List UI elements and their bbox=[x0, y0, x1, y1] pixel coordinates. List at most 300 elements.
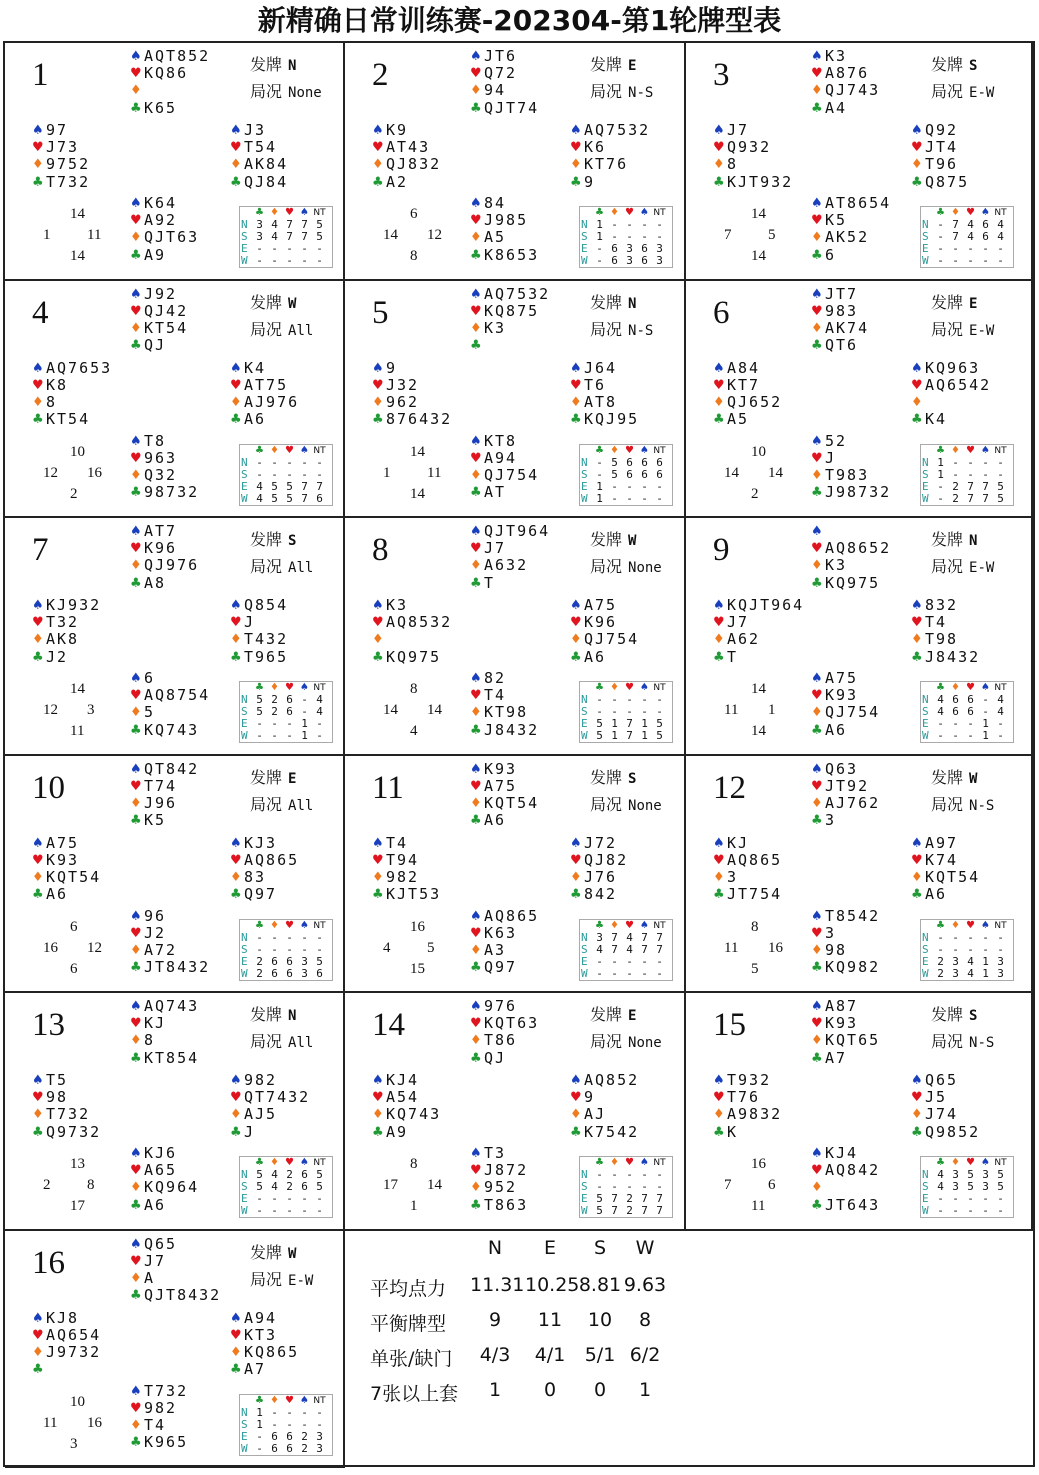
trick-value: 4 bbox=[967, 966, 974, 980]
trick-value: 5 bbox=[997, 479, 1004, 493]
card-holding: Q875 bbox=[925, 172, 970, 191]
trick-value: 2 bbox=[626, 1204, 633, 1217]
trick-value: - bbox=[641, 491, 648, 505]
hcp-n: 10 bbox=[70, 443, 85, 460]
trick-value: - bbox=[316, 1204, 323, 1217]
trick-value: 6 bbox=[271, 966, 278, 980]
diamond-icon: ♦ bbox=[230, 394, 242, 410]
trick-row bbox=[580, 255, 672, 267]
heart-icon: ♥ bbox=[130, 1016, 142, 1032]
trick-value: - bbox=[286, 942, 293, 956]
trick-value: - bbox=[982, 693, 989, 706]
trick-side: E bbox=[922, 954, 929, 968]
suit-row-heart bbox=[811, 540, 891, 557]
suit-row-spade bbox=[713, 835, 782, 852]
hcp-compass bbox=[716, 444, 826, 504]
heart-icon: ♥ bbox=[470, 213, 482, 229]
trick-value: 5 bbox=[967, 1168, 974, 1181]
card-holding: KT76 bbox=[584, 155, 629, 174]
spade-icon: ♠ bbox=[470, 999, 482, 1014]
board-cell bbox=[686, 756, 1033, 994]
card-holding: J7 bbox=[484, 539, 507, 558]
trick-side: W bbox=[922, 1204, 929, 1217]
spade-icon: ♠ bbox=[911, 360, 923, 376]
spade-icon: ♠ bbox=[570, 598, 582, 613]
card-holding: K96 bbox=[584, 613, 618, 632]
suit-row-heart bbox=[911, 377, 991, 394]
card-holding: QT6 bbox=[825, 336, 859, 355]
hcp-w: 11 bbox=[724, 939, 739, 956]
suit-row-diamond bbox=[372, 156, 441, 173]
card-holding: 976 bbox=[484, 997, 518, 1015]
suit-row-diamond bbox=[130, 1270, 221, 1287]
vul-label: 局况 bbox=[931, 82, 964, 101]
trick-value: - bbox=[937, 491, 944, 505]
card-holding: QJ754 bbox=[825, 703, 881, 722]
suit-row-diamond bbox=[911, 394, 991, 411]
trick-value: 7 bbox=[982, 479, 989, 493]
trick-value: 4 bbox=[997, 705, 1004, 718]
trick-value: - bbox=[997, 467, 1004, 481]
spade-icon: ♠ bbox=[570, 123, 582, 138]
trick-table-header bbox=[240, 1395, 332, 1407]
trick-value: - bbox=[256, 930, 263, 944]
dealer-value: W bbox=[628, 533, 637, 549]
board-number: 16 bbox=[32, 1244, 65, 1281]
dealer-value: E bbox=[969, 295, 978, 312]
trick-value: 3 bbox=[256, 218, 263, 231]
card-holding: AQ6542 bbox=[925, 375, 992, 394]
heart-icon: ♥ bbox=[32, 852, 44, 868]
card-holding: KT8 bbox=[484, 431, 518, 450]
trick-side: E bbox=[241, 954, 248, 968]
trick-value: - bbox=[596, 467, 603, 481]
notrump-header: NT bbox=[313, 1395, 326, 1406]
heart-icon: ♥ bbox=[32, 1327, 44, 1343]
heart-icon: ♥ bbox=[32, 377, 44, 393]
trick-value: - bbox=[656, 693, 663, 706]
trick-value: - bbox=[952, 1192, 959, 1205]
trick-value: 5 bbox=[596, 1192, 603, 1205]
heart-icon: ♥ bbox=[470, 778, 482, 794]
trick-value: - bbox=[286, 1192, 293, 1205]
trick-table bbox=[239, 1156, 333, 1218]
dealer-label: 发牌 bbox=[931, 767, 964, 787]
trick-value: - bbox=[271, 1417, 278, 1431]
notrump-header: NT bbox=[653, 208, 666, 218]
trick-row bbox=[240, 1407, 332, 1419]
spade-icon: ♠ bbox=[300, 1394, 309, 1406]
suit-row-spade bbox=[570, 597, 639, 614]
trick-value: - bbox=[286, 1204, 293, 1217]
card-holding: J64 bbox=[584, 358, 618, 377]
trick-value: 7 bbox=[301, 230, 308, 243]
stats-value: 0 bbox=[543, 1379, 557, 1401]
trick-table bbox=[920, 681, 1014, 743]
card-holding: K3 bbox=[825, 47, 848, 65]
card-holding: T4 bbox=[144, 1415, 167, 1434]
card-holding: AT75 bbox=[244, 375, 289, 394]
heart-icon: ♥ bbox=[966, 682, 975, 693]
trick-value: - bbox=[626, 966, 633, 980]
dealer-line bbox=[931, 527, 994, 554]
dealer-line bbox=[250, 1002, 313, 1029]
hcp-compass bbox=[375, 206, 485, 266]
heart-icon: ♥ bbox=[625, 207, 634, 218]
trick-value: 1 bbox=[301, 729, 308, 742]
card-holding: KQT65 bbox=[825, 1031, 881, 1050]
vul-value: All bbox=[288, 322, 314, 339]
trick-value: - bbox=[596, 954, 603, 968]
club-icon: ♣ bbox=[911, 887, 923, 903]
trick-value: - bbox=[626, 705, 633, 718]
suit-row-spade bbox=[130, 998, 199, 1015]
board-number: 2 bbox=[372, 57, 389, 93]
suit-row-heart bbox=[811, 65, 880, 82]
trick-value: 4 bbox=[316, 705, 323, 718]
trick-side: E bbox=[922, 479, 929, 493]
trick-value: - bbox=[952, 242, 959, 255]
diamond-icon: ♦ bbox=[270, 444, 279, 456]
suit-row-spade bbox=[570, 835, 628, 852]
spade-icon: ♠ bbox=[911, 598, 923, 613]
hcp-n: 10 bbox=[751, 443, 766, 460]
spade-icon: ♠ bbox=[640, 682, 649, 693]
hand-n bbox=[470, 48, 539, 117]
trick-value: 3 bbox=[952, 1168, 959, 1181]
card-holding: KQT63 bbox=[484, 1014, 540, 1033]
suit-row-spade bbox=[911, 597, 980, 614]
card-holding: KJ3 bbox=[244, 833, 278, 852]
card-holding: T863 bbox=[484, 1195, 529, 1214]
trick-value: 6 bbox=[982, 230, 989, 243]
board-info bbox=[931, 52, 994, 106]
heart-icon: ♥ bbox=[570, 1090, 582, 1106]
suit-row-heart bbox=[470, 540, 550, 557]
spade-icon: ♠ bbox=[130, 286, 142, 302]
trick-row bbox=[921, 493, 1013, 505]
trick-value: 1 bbox=[256, 1417, 263, 1431]
spade-icon: ♠ bbox=[230, 360, 242, 376]
trick-table bbox=[920, 444, 1014, 506]
spade-icon: ♠ bbox=[130, 1236, 142, 1252]
suit-row-diamond bbox=[130, 1032, 199, 1049]
heart-icon: ♥ bbox=[230, 377, 242, 393]
spade-icon: ♠ bbox=[470, 671, 482, 686]
trick-value: 3 bbox=[982, 1180, 989, 1193]
card-holding: T74 bbox=[144, 776, 178, 795]
trick-value: 1 bbox=[937, 467, 944, 481]
card-holding: Q65 bbox=[144, 1234, 178, 1253]
hcp-n: 6 bbox=[70, 918, 78, 935]
card-holding: A6 bbox=[244, 410, 267, 429]
trick-value: 7 bbox=[952, 230, 959, 243]
card-holding: AT7 bbox=[144, 522, 178, 540]
board-cell bbox=[345, 281, 686, 519]
diamond-icon: ♦ bbox=[270, 1157, 279, 1168]
board-cell bbox=[5, 281, 345, 519]
trick-value: - bbox=[286, 1405, 293, 1419]
trick-side: N bbox=[581, 455, 588, 469]
card-holding: 9 bbox=[584, 1088, 596, 1107]
card-holding: K4 bbox=[925, 410, 948, 429]
card-holding: A84 bbox=[727, 358, 761, 377]
trick-value: - bbox=[301, 705, 308, 718]
trick-side: W bbox=[581, 1204, 588, 1217]
card-holding: A5 bbox=[484, 228, 507, 247]
suit-row-club bbox=[130, 1050, 199, 1067]
suit-row-spade bbox=[32, 597, 101, 614]
vul-value: N-S bbox=[969, 1035, 995, 1051]
vulnerability-line bbox=[590, 792, 662, 819]
suit-row-spade bbox=[230, 835, 299, 852]
trick-row bbox=[580, 481, 672, 493]
heart-icon: ♥ bbox=[372, 140, 384, 156]
trick-value: 5 bbox=[316, 1180, 323, 1193]
vulnerability-line bbox=[931, 554, 994, 581]
suit-row-club bbox=[713, 649, 804, 666]
club-icon: ♣ bbox=[130, 247, 142, 263]
dealer-label: 发牌 bbox=[590, 292, 623, 312]
trick-value: 1 bbox=[596, 230, 603, 243]
trick-value: - bbox=[626, 1168, 633, 1181]
card-holding: Q97 bbox=[484, 958, 518, 977]
card-holding: KT54 bbox=[46, 410, 91, 429]
spade-icon: ♠ bbox=[470, 433, 482, 449]
diamond-icon: ♦ bbox=[911, 157, 923, 173]
club-icon: ♣ bbox=[811, 722, 823, 738]
stats-row-label: 平均点力 bbox=[370, 1278, 447, 1300]
card-holding: J872 bbox=[484, 1161, 529, 1180]
card-holding: QT7432 bbox=[244, 1088, 311, 1107]
suit-row-spade bbox=[811, 286, 869, 303]
trick-row bbox=[921, 457, 1013, 469]
spade-icon: ♠ bbox=[640, 207, 649, 218]
card-holding: A6 bbox=[584, 647, 607, 666]
trick-value: 5 bbox=[256, 1180, 263, 1193]
trick-value: 5 bbox=[596, 1204, 603, 1217]
card-holding: AT8 bbox=[584, 392, 618, 411]
trick-value: 3 bbox=[997, 954, 1004, 968]
card-holding: KJT53 bbox=[386, 885, 442, 904]
diamond-icon: ♦ bbox=[470, 795, 482, 811]
board-info bbox=[931, 765, 994, 819]
card-holding: KQ975 bbox=[825, 573, 881, 592]
spade-icon: ♠ bbox=[713, 123, 725, 138]
trick-value: 7 bbox=[982, 491, 989, 505]
card-holding: J32 bbox=[386, 375, 420, 394]
card-holding: J985 bbox=[484, 211, 529, 230]
club-icon: ♣ bbox=[470, 813, 482, 829]
suit-row-club bbox=[911, 1124, 980, 1141]
trick-value: 4 bbox=[626, 930, 633, 944]
suit-row-diamond bbox=[230, 394, 299, 411]
suit-row-heart bbox=[911, 852, 980, 869]
heart-icon: ♥ bbox=[285, 682, 294, 693]
card-holding: JT6 bbox=[484, 47, 518, 65]
hcp-n: 10 bbox=[70, 1393, 85, 1410]
suit-row-club bbox=[911, 174, 969, 191]
trick-value: 1 bbox=[641, 717, 648, 730]
spade-icon: ♠ bbox=[811, 908, 823, 924]
club-icon: ♣ bbox=[230, 887, 242, 903]
spade-icon: ♠ bbox=[570, 835, 582, 851]
notrump-header: NT bbox=[653, 1158, 666, 1168]
suit-row-heart bbox=[811, 1015, 880, 1032]
trick-side: W bbox=[581, 491, 588, 505]
card-holding: KQT54 bbox=[484, 793, 540, 812]
card-holding: J bbox=[244, 1122, 256, 1141]
hcp-n: 14 bbox=[70, 206, 85, 222]
vul-value: E-W bbox=[969, 322, 995, 339]
vul-label: 局况 bbox=[931, 557, 964, 576]
board-number: 14 bbox=[372, 1007, 405, 1043]
trick-value: - bbox=[641, 230, 648, 243]
spade-icon: ♠ bbox=[32, 835, 44, 851]
card-holding: KQJT964 bbox=[727, 596, 805, 614]
trick-value: 5 bbox=[611, 467, 618, 481]
stats-value: 4/3 bbox=[479, 1344, 511, 1366]
suit-row-club bbox=[32, 886, 101, 903]
trick-side: N bbox=[922, 218, 929, 231]
heart-icon: ♥ bbox=[470, 1163, 482, 1179]
suit-row-club bbox=[470, 100, 539, 117]
suit-row-spade bbox=[230, 1072, 310, 1089]
suit-row-heart bbox=[32, 377, 112, 394]
trick-value: - bbox=[952, 942, 959, 956]
suit-row-spade bbox=[713, 360, 782, 377]
card-holding: 963 bbox=[144, 448, 178, 467]
trick-value: 1 bbox=[596, 491, 603, 505]
heart-icon: ♥ bbox=[811, 778, 823, 794]
hand-n bbox=[130, 761, 199, 830]
trick-value: 7 bbox=[656, 942, 663, 956]
diamond-icon: ♦ bbox=[270, 207, 279, 218]
trick-value: - bbox=[967, 1192, 974, 1205]
suit-row-heart bbox=[32, 852, 101, 869]
trick-value: 7 bbox=[626, 717, 633, 730]
suit-row-diamond bbox=[811, 557, 891, 574]
suit-row-club bbox=[911, 886, 980, 903]
suit-row-club bbox=[470, 575, 550, 592]
heart-icon: ♥ bbox=[625, 682, 634, 693]
spade-icon: ♠ bbox=[911, 835, 923, 851]
card-holding: KT7 bbox=[727, 375, 761, 394]
card-holding: Q9732 bbox=[46, 1122, 102, 1141]
trick-value: 4 bbox=[937, 693, 944, 706]
club-icon: ♣ bbox=[936, 682, 945, 693]
diamond-icon: ♦ bbox=[470, 1180, 482, 1196]
suit-row-spade bbox=[372, 360, 452, 377]
board-number: 5 bbox=[372, 294, 389, 331]
board-info bbox=[250, 527, 313, 581]
spade-icon: ♠ bbox=[981, 207, 990, 218]
trick-value: - bbox=[611, 491, 618, 505]
card-holding: 98732 bbox=[144, 483, 200, 502]
suit-row-diamond bbox=[570, 869, 628, 886]
club-icon: ♣ bbox=[230, 1124, 242, 1140]
stats-value: 9.63 bbox=[623, 1274, 667, 1296]
club-icon: ♣ bbox=[811, 485, 823, 501]
card-holding: 8 bbox=[46, 392, 58, 411]
heart-icon: ♥ bbox=[130, 450, 142, 466]
trick-value: - bbox=[256, 242, 263, 255]
hand-n bbox=[811, 48, 880, 117]
heart-icon: ♥ bbox=[911, 615, 923, 631]
vul-value: N-S bbox=[628, 85, 654, 101]
suit-row-club bbox=[130, 575, 199, 592]
card-holding: T5 bbox=[46, 1071, 69, 1089]
dealer-value: W bbox=[288, 1245, 297, 1262]
trick-value: - bbox=[316, 467, 323, 481]
trick-value: - bbox=[656, 218, 663, 231]
suit-row-diamond bbox=[372, 631, 452, 648]
card-holding: T732 bbox=[46, 172, 91, 191]
dealer-line bbox=[590, 527, 662, 554]
dealer-value: E bbox=[628, 1008, 637, 1024]
spade-icon: ♠ bbox=[811, 999, 823, 1014]
trick-value: - bbox=[626, 491, 633, 505]
vulnerability-line bbox=[250, 1029, 313, 1056]
card-holding: 982 bbox=[386, 867, 420, 886]
dealer-value: S bbox=[628, 770, 637, 787]
card-holding: A72 bbox=[144, 940, 178, 959]
hcp-s: 14 bbox=[410, 485, 425, 502]
card-holding: K74 bbox=[925, 850, 959, 869]
trick-value: 4 bbox=[256, 479, 263, 493]
diamond-icon: ♦ bbox=[270, 919, 279, 931]
card-holding: A632 bbox=[484, 556, 529, 575]
spade-icon: ♠ bbox=[300, 444, 309, 456]
suit-row-diamond bbox=[230, 631, 288, 648]
trick-value: 6 bbox=[611, 242, 618, 255]
trick-value: 2 bbox=[286, 1180, 293, 1193]
hcp-n: 14 bbox=[70, 681, 85, 697]
board-number: 13 bbox=[32, 1007, 65, 1043]
hand-e bbox=[570, 597, 639, 666]
diamond-icon: ♦ bbox=[32, 394, 44, 410]
suit-row-club bbox=[811, 812, 880, 829]
suit-row-club bbox=[32, 411, 112, 428]
trick-value: 1 bbox=[937, 455, 944, 469]
diamond-icon: ♦ bbox=[130, 1417, 142, 1433]
trick-value: 2 bbox=[952, 491, 959, 505]
dealer-value: N bbox=[628, 295, 637, 312]
trick-value: - bbox=[271, 254, 278, 267]
notrump-header: NT bbox=[994, 208, 1007, 218]
spade-icon: ♠ bbox=[713, 1073, 725, 1088]
trick-value: - bbox=[997, 717, 1004, 730]
card-holding: KQ865 bbox=[244, 1342, 300, 1361]
spade-icon: ♠ bbox=[470, 761, 482, 777]
suit-row-diamond bbox=[713, 1106, 782, 1123]
card-holding: AQ865 bbox=[244, 850, 300, 869]
trick-table bbox=[239, 1394, 333, 1456]
heart-icon: ♥ bbox=[811, 303, 823, 319]
trick-row bbox=[240, 469, 332, 481]
trick-value: 7 bbox=[967, 479, 974, 493]
hand-e bbox=[570, 1072, 639, 1141]
diamond-icon: ♦ bbox=[130, 230, 142, 246]
dealer-value: E bbox=[288, 770, 297, 787]
suit-row-club bbox=[570, 174, 650, 191]
stats-row bbox=[360, 1344, 680, 1374]
hcp-compass bbox=[35, 919, 145, 979]
suit-row-diamond bbox=[470, 795, 539, 812]
card-holding: T4 bbox=[484, 686, 507, 705]
vul-value: E-W bbox=[288, 1272, 314, 1289]
trick-value: - bbox=[641, 218, 648, 231]
